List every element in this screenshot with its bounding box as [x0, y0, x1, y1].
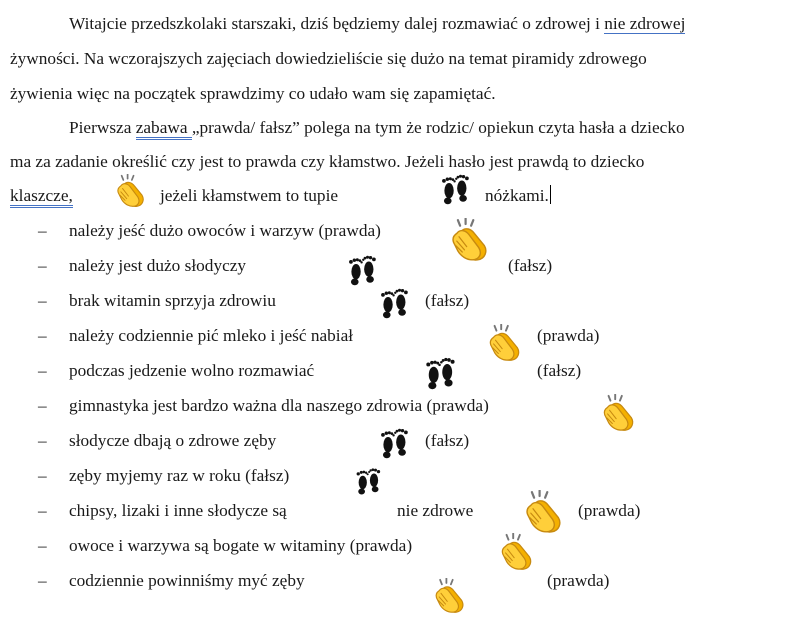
rules-end-word: nóżkami.: [485, 186, 549, 205]
list-bullet: –: [38, 466, 47, 485]
list-bullet: –: [38, 361, 47, 380]
list-item-text: podczas jedzenie wolno rozmawiać: [69, 361, 315, 380]
list-item-answer: (fałsz): [537, 361, 582, 380]
list-item-text: brak witamin sprzyja zdrowiu: [69, 291, 276, 310]
list-item-text: chipsy, lizaki i inne słodycze są: [69, 501, 287, 520]
rules-line-2: ma za zadanie określić czy jest to prawda czy kłamstwo. Jeżeli hasło jest prawdą to dziecko: [10, 152, 645, 171]
footprints-icon: [377, 286, 411, 320]
list-bullet: –: [38, 256, 47, 275]
clapping-hands-icon: [600, 394, 638, 432]
clapping-hands-icon: [486, 324, 524, 362]
rules-line-1: [69, 117, 685, 139]
clapping-hands-icon: [522, 490, 566, 534]
list-item-text-cont: nie zdrowe: [397, 501, 474, 520]
intro-line-2: żywności. Na wczorajszych zajęciach dowiedzieliście się dużo na temat piramidy zdrowego: [10, 49, 647, 68]
clapping-hands-icon: [432, 578, 468, 614]
list-bullet: –: [38, 326, 47, 345]
list-item-answer: (fałsz): [425, 431, 470, 450]
rules-text: Pierwsza: [69, 118, 136, 137]
list-bullet: –: [38, 221, 47, 240]
clapping-hands-icon: [114, 174, 148, 208]
list-bullet: –: [38, 571, 47, 590]
list-item-text: zęby myjemy raz w roku (fałsz): [69, 466, 290, 485]
rules-line-3-start: [10, 185, 73, 207]
list-item-answer: (prawda): [537, 326, 600, 345]
clapping-hands-icon: [448, 218, 492, 262]
footprints-icon: [438, 172, 472, 206]
list-bullet: –: [38, 291, 47, 310]
rules-line-3-end: [485, 185, 551, 207]
list-item-text: owoce i warzywa są bogate w witaminy (prawda): [69, 536, 413, 555]
list-item-text: należy codziennie pić mleko i jeść nabiał: [69, 326, 354, 345]
list-item-answer: (fałsz): [425, 291, 470, 310]
intro-line-1: [69, 13, 685, 35]
list-item-text: słodycze dbają o zdrowe zęby: [69, 431, 277, 450]
footprints-icon: [345, 253, 379, 287]
clapping-hands-icon: [498, 533, 536, 571]
rules-underlined-clap-word: klaszcze,: [10, 186, 73, 208]
footprints-icon: [377, 426, 411, 460]
footprints-icon: [422, 355, 458, 391]
list-item-text: należy jeść dużo owoców i warzyw (prawda): [69, 221, 381, 240]
intro-text: Witajcie przedszkolaki starszaki, dziś będziemy dalej rozmawiać o zdrowej i: [69, 14, 605, 33]
list-bullet: –: [38, 431, 47, 450]
intro-line-3: żywienia więc na początek sprawdzimy co udało wam się zapamiętać.: [10, 84, 496, 103]
list-item-answer: (fałsz): [508, 256, 553, 275]
rules-line-3-mid: jeżeli kłamstwem to tupie: [160, 186, 339, 205]
list-item-text: należy jest dużo słodyczy: [69, 256, 247, 275]
list-bullet: –: [38, 396, 47, 415]
text-cursor: [550, 185, 551, 204]
list-item-answer: (prawda): [547, 571, 610, 590]
rules-text-cont: „prawda/ fałsz” polega na tym że rodzic/ opiekun czyta hasła a dziecko: [191, 118, 685, 137]
footprints-icon: [353, 465, 383, 497]
intro-underlined-phrase: nie zdrowej: [604, 14, 686, 33]
list-item-answer: (prawda): [578, 501, 641, 520]
list-bullet: –: [38, 501, 47, 520]
list-bullet: –: [38, 536, 47, 555]
list-item-text: gimnastyka jest bardzo ważna dla naszego zdrowia (prawda): [69, 396, 489, 415]
list-item-text: codziennie powinniśmy myć zęby: [69, 571, 305, 590]
rules-underlined-word: zabawa: [136, 118, 192, 140]
